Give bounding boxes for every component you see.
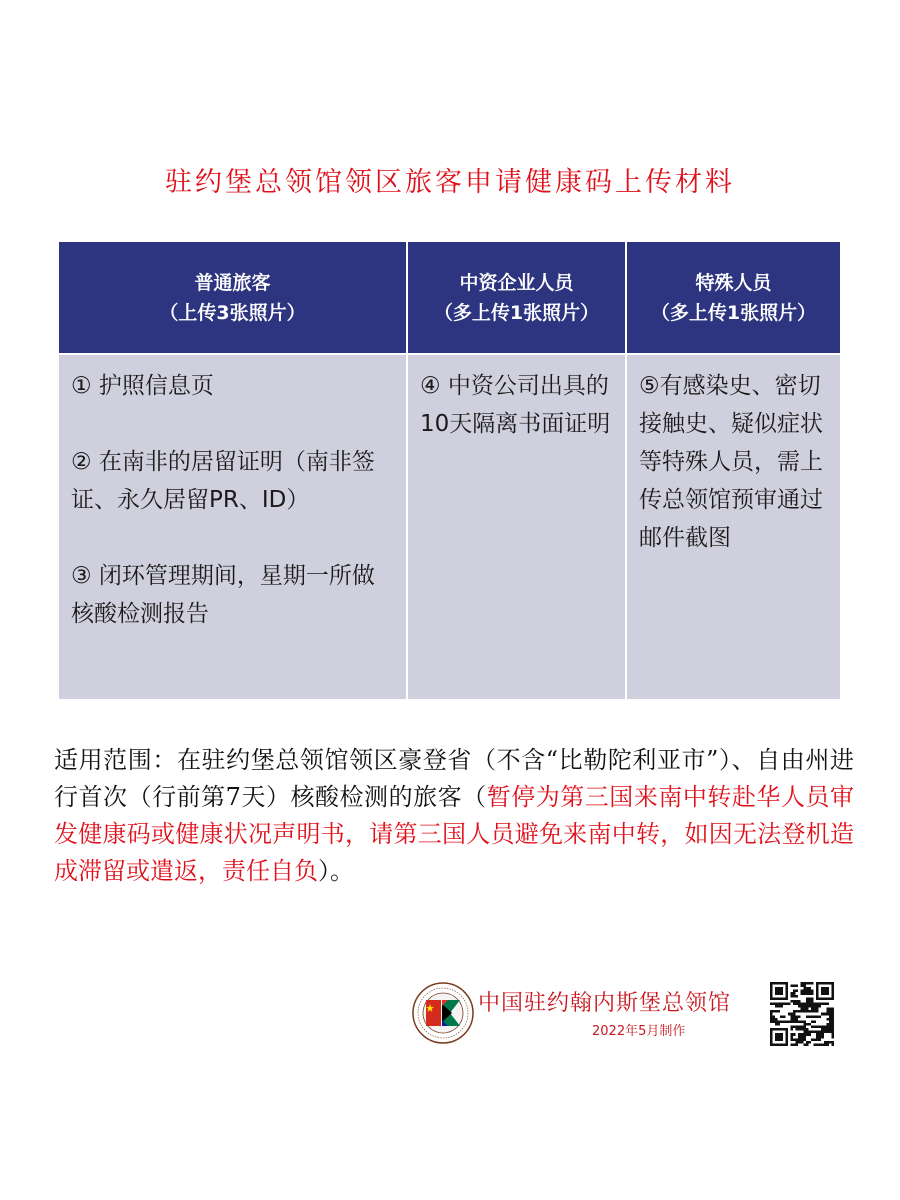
footer xyxy=(412,980,842,1050)
materials-table xyxy=(59,242,840,699)
header-chinese-enterprise-staff xyxy=(407,242,626,354)
page-title: 驻约堡总领馆领区旅客申请健康码上传材料 xyxy=(165,167,735,198)
consulate-seal-icon xyxy=(412,982,474,1044)
scope-warning-text: 暂停为第三国来南中转赴华人员审发健康码或健康状况声明书，请第三国人员避免来南中转，如因无法登机造成滞留或遣返，责任自负 xyxy=(54,783,855,885)
header-title: 普通旅客 xyxy=(194,271,271,294)
material-item-quarantine-proof: ④ 中资公司出具的10天隔离书面证明 xyxy=(420,373,611,437)
cell-special-materials xyxy=(626,354,840,699)
consulate-name: 中国驻约翰内斯堡总领馆 xyxy=(478,991,732,1016)
material-item-residence-proof: ② 在南非的居留证明（南非签证、永久居留PR、ID） xyxy=(71,449,375,513)
cell-ordinary-materials xyxy=(59,354,407,699)
header-subtitle: （多上传1张照片） xyxy=(433,301,600,324)
table-header-row xyxy=(59,242,840,354)
table-body-row xyxy=(59,354,840,699)
header-title: 特殊人员 xyxy=(695,271,772,294)
material-item-passport: ① 护照信息页 xyxy=(71,373,214,399)
scope-paragraph xyxy=(54,742,854,890)
scope-end-text: ）。 xyxy=(318,857,354,885)
material-item-nucleic-test-report: ③ 闭环管理期间，星期一所做核酸检测报告 xyxy=(71,563,375,627)
qr-code-icon xyxy=(770,982,834,1046)
header-subtitle: （上传3张照片） xyxy=(159,301,306,324)
cell-enterprise-materials xyxy=(407,354,626,699)
scope-text: 适用范围：在驻约堡总领馆领区豪登省（不含“比勒陀利亚市”）、自由州进行首次（行前第7天）核酸检测的旅客（ xyxy=(54,746,854,811)
header-ordinary-travelers xyxy=(59,242,407,354)
made-date: 2022年5月制作 xyxy=(592,1024,686,1039)
material-item-email-screenshot: ⑤有感染史、密切接触史、疑似症状等特殊人员，需上传总领馆预审通过邮件截图 xyxy=(639,373,823,551)
header-title: 中资企业人员 xyxy=(459,271,574,294)
header-subtitle: （多上传1张照片） xyxy=(650,301,817,324)
header-special-persons xyxy=(626,242,840,354)
